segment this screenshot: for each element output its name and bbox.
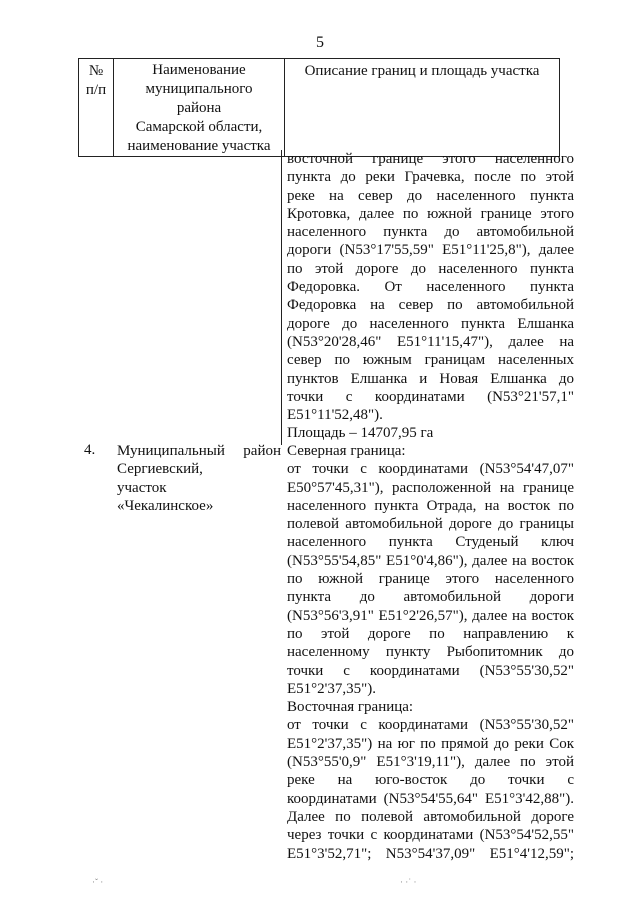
header-description: Описание границ и площадь участка: [304, 63, 540, 79]
text-line: по южной границе этого населенного: [287, 571, 574, 588]
item-name-line: Сергиевский,: [117, 461, 203, 478]
text-line: дороге до населенного пункта Елшанка: [287, 315, 574, 332]
text-line: полевой автомобильной дороге до границы: [287, 516, 574, 533]
text-line: населенному пункту Рыбопитомник до: [287, 644, 574, 661]
text-line: E51°3'52,71"; N53°54'37,09" E51°4'12,59";: [287, 845, 574, 862]
north-heading: Северная граница:: [287, 443, 406, 459]
header-cell-description: [285, 59, 560, 157]
text-line: Федоровка. От населенного пункта: [287, 279, 574, 296]
text-line: точки с координатами (N53°21'57,1": [287, 388, 574, 405]
header-cell-number: [79, 59, 114, 157]
text-line: через точки с координатами (N53°54'52,55": [287, 827, 574, 844]
text-line: (N53°55'54,85" E51°0'4,86"), далее на восток: [287, 552, 574, 569]
text-line: E50°57'45,31"), расположенной на границе: [287, 479, 574, 496]
text-line: пункта до реки Грачевка, после по этой: [287, 169, 574, 186]
item-description: [287, 442, 574, 863]
east-heading: Восточная граница:: [287, 699, 414, 716]
table-header: [78, 58, 560, 157]
text-line: (N53°20'28,46" E51°11'15,47"), далее на: [287, 333, 574, 350]
text-line: Далее по полевой автомобильной дороге: [287, 808, 574, 825]
text-line: населенного пункта до автомобильной: [287, 224, 574, 241]
header-cell-name: [114, 59, 285, 157]
header-name-line: района: [176, 100, 222, 116]
text-line: координатами (N53°54'55,64" E51°3'42,88").: [287, 790, 574, 807]
text-line: E51°11'52,48").: [287, 407, 383, 424]
text-line: по этой дороге по направлению к: [287, 625, 574, 642]
header-name-line: Наименование: [152, 62, 246, 78]
text-line: пункта до автомобильной дороги: [287, 589, 574, 606]
header-name-line: Самарской области,: [135, 119, 263, 135]
text-line: реке на юго-восток до точки с: [287, 772, 574, 789]
text-line: населенного пункта Отрада, на восток по: [287, 497, 574, 514]
text-line: E51°2'37,35").: [287, 680, 376, 697]
item-name-line: участок: [117, 479, 167, 496]
text-line: (N53°56'3,91" E51°2'26,57"), далее на восток: [287, 607, 574, 624]
page-number: 5: [316, 34, 324, 51]
text-line: по этой дороге до населенного пункта: [287, 260, 574, 277]
header-name-line: муниципального: [145, 81, 253, 97]
item-name: [117, 442, 281, 515]
text-line: (N53°55'0,9" E51°3'19,11"), далее по этой: [287, 754, 574, 771]
text-line: север по южным границам населенных: [287, 352, 574, 369]
text-line: дороги (N53°17'55,59" E51°11'25,8"), далее: [287, 242, 574, 259]
text-line: пунктов Елшанка и Новая Елшанка до: [287, 370, 574, 387]
text-line: населенного пункта Студеный ключ: [287, 534, 574, 551]
text-line: Федоровка на север по автомобильной: [287, 297, 574, 314]
header-number-line: №: [88, 63, 104, 79]
area-total: Площадь – 14707,95 га: [287, 425, 434, 442]
item-name-line: «Чекалинское»: [117, 497, 214, 514]
text-line: от точки с координатами (N53°54'47,07": [287, 461, 574, 478]
text-line: Кротовка, далее по южной границе этого: [287, 205, 574, 222]
scan-artifact: ·ˇ ·: [92, 877, 104, 887]
scan-artifact: · ·˙ ·: [400, 877, 417, 887]
item-name-line: Муниципальный район: [117, 443, 281, 459]
continuation-description: [287, 150, 574, 443]
header-name-line: наименование участка: [127, 138, 271, 154]
column-divider: [281, 150, 282, 445]
text-line: точки с координатами (N53°55'30,52": [287, 662, 574, 679]
item-number: 4.: [84, 442, 96, 458]
header-number-line: п/п: [85, 82, 107, 98]
text-line: реке на север до населенного пункта: [287, 187, 574, 204]
text-line: от точки с координатами (N53°55'30,52": [287, 717, 574, 734]
text-line: E51°2'37,35") на юг по прямой до реки Сок: [287, 735, 574, 752]
text-line: восточной границе этого населенного: [287, 151, 574, 167]
